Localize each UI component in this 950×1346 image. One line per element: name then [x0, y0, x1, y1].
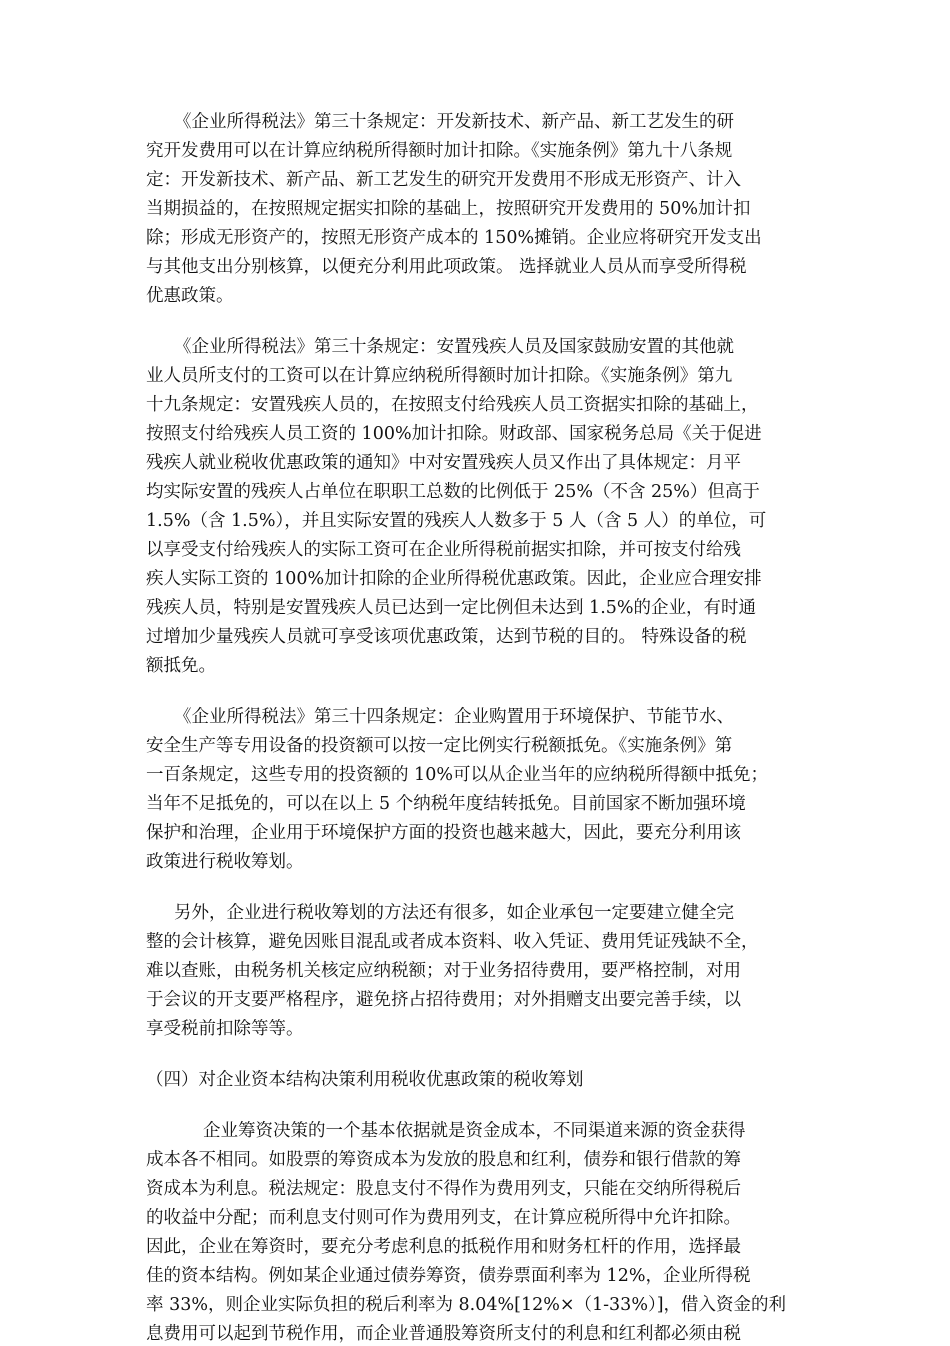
text-line: 除；形成无形资产的，按照无形资产成本的 150%摊销。企业应将研究开发支出: [146, 228, 762, 248]
text-line: 佳的资本结构。例如某企业通过债券筹资，债券票面利率为 12%，企业所得税: [146, 1266, 751, 1286]
text-line: 定：开发新技术、新产品、新工艺发生的研究开发费用不形成无形资产、计入: [146, 170, 741, 190]
text-line: 安全生产等专用设备的投资额可以按一定比例实行税额抵免。《实施条例》第: [146, 736, 733, 756]
text-line: 与其他支出分别核算，以便充分利用此项政策。 选择就业人员从而享受所得税: [146, 257, 747, 277]
text-line: 于会议的开支要严格程序，避免挤占招待费用；对外捐赠支出要完善手续，以: [146, 990, 741, 1010]
text-line: 资成本为利息。税法规定：股息支付不得作为费用列支，只能在交纳所得税后: [146, 1179, 741, 1199]
text-line: 另外，企业进行税收筹划的方法还有很多，如企业承包一定要建立健全完: [174, 903, 734, 923]
text-line: 以享受支付给残疾人的实际工资可在企业所得税前据实扣除，并可按支付给残: [146, 540, 741, 560]
text-line: 过增加少量残疾人员就可享受该项优惠政策，达到节税的目的。 特殊设备的税: [146, 627, 747, 647]
text-line: 究开发费用可以在计算应纳税所得额时加计扣除。《实施条例》第九十八条规: [146, 141, 733, 161]
text-line: 因此，企业在筹资时，要充分考虑利息的抵税作用和财务杠杆的作用，选择最: [146, 1237, 741, 1257]
text-line: 按照支付给残疾人员工资的 100%加计扣除。财政部、国家税务总局《关于促进: [146, 424, 762, 444]
text-line: 残疾人就业税收优惠政策的通知》中对安置残疾人员又作出了具体规定：月平: [146, 453, 741, 473]
text-line: 《企业所得税法》第三十条规定：开发新技术、新产品、新工艺发生的研: [174, 112, 734, 132]
text-line: 成本各不相同。如股票的筹资成本为发放的股息和红利，债券和银行借款的筹: [146, 1150, 741, 1170]
text-line: 息费用可以起到节税作用，而企业普通股筹资所支付的利息和红利都必须由税: [146, 1324, 741, 1344]
text-line: 残疾人员，特别是安置残疾人员已达到一定比例但未达到 1.5%的企业，有时通: [146, 598, 757, 618]
text-line: 均实际安置的残疾人占单位在职职工总数的比例低于 25%（不含 25%）但高于: [146, 482, 760, 502]
text-line: 当期损益的，在按照规定据实扣除的基础上，按照研究开发费用的 50%加计扣: [146, 199, 751, 219]
text-line: 一百条规定，这些专用的投资额的 10%可以从企业当年的应纳税所得额中抵免；: [146, 765, 768, 785]
text-line: 享受税前扣除等等。: [146, 1019, 304, 1039]
text-line: 的收益中分配；而利息支付则可作为费用列支，在计算应税所得中允许扣除。: [146, 1208, 741, 1228]
text-line: 十九条规定：安置残疾人员的，在按照支付给残疾人员工资据实扣除的基础上，: [146, 395, 759, 415]
text-line: 1.5%（含 1.5%），并且实际安置的残疾人人数多于 5 人（含 5 人）的单位，可: [146, 511, 767, 531]
text-line: 企业筹资决策的一个基本依据就是资金成本，不同渠道来源的资金获得: [203, 1121, 746, 1141]
text-line: 《企业所得税法》第三十条规定：安置残疾人员及国家鼓励安置的其他就: [174, 337, 734, 357]
text-line: 优惠政策。: [146, 286, 234, 306]
text-line: （四）对企业资本结构决策利用税收优惠政策的税收筹划: [146, 1070, 584, 1090]
text-line: 业人员所支付的工资可以在计算应纳税所得额时加计扣除。《实施条例》第九: [146, 366, 733, 386]
text-line: 疾人实际工资的 100%加计扣除的企业所得税优惠政策。因此，企业应合理安排: [146, 569, 762, 589]
text-line: 保护和治理，企业用于环境保护方面的投资也越来越大，因此，要充分利用该: [146, 823, 741, 843]
text-line: 率 33%，则企业实际负担的税后利率为 8.04%[12%×（1-33%）]，借入资金的利: [146, 1295, 787, 1315]
text-line: 整的会计核算，避免因账目混乱或者成本资料、收入凭证、费用凭证残缺不全，: [146, 932, 759, 952]
text-line: 《企业所得税法》第三十四条规定：企业购置用于环境保护、节能节水、: [174, 707, 734, 727]
text-line: 当年不足抵免的，可以在以上 5 个纳税年度结转抵免。目前国家不断加强环境: [146, 794, 746, 814]
text-line: 难以查账，由税务机关核定应纳税额；对于业务招待费用，要严格控制，对用: [146, 961, 741, 981]
text-line: 额抵免。: [146, 656, 216, 676]
text-line: 政策进行税收筹划。: [146, 852, 304, 872]
